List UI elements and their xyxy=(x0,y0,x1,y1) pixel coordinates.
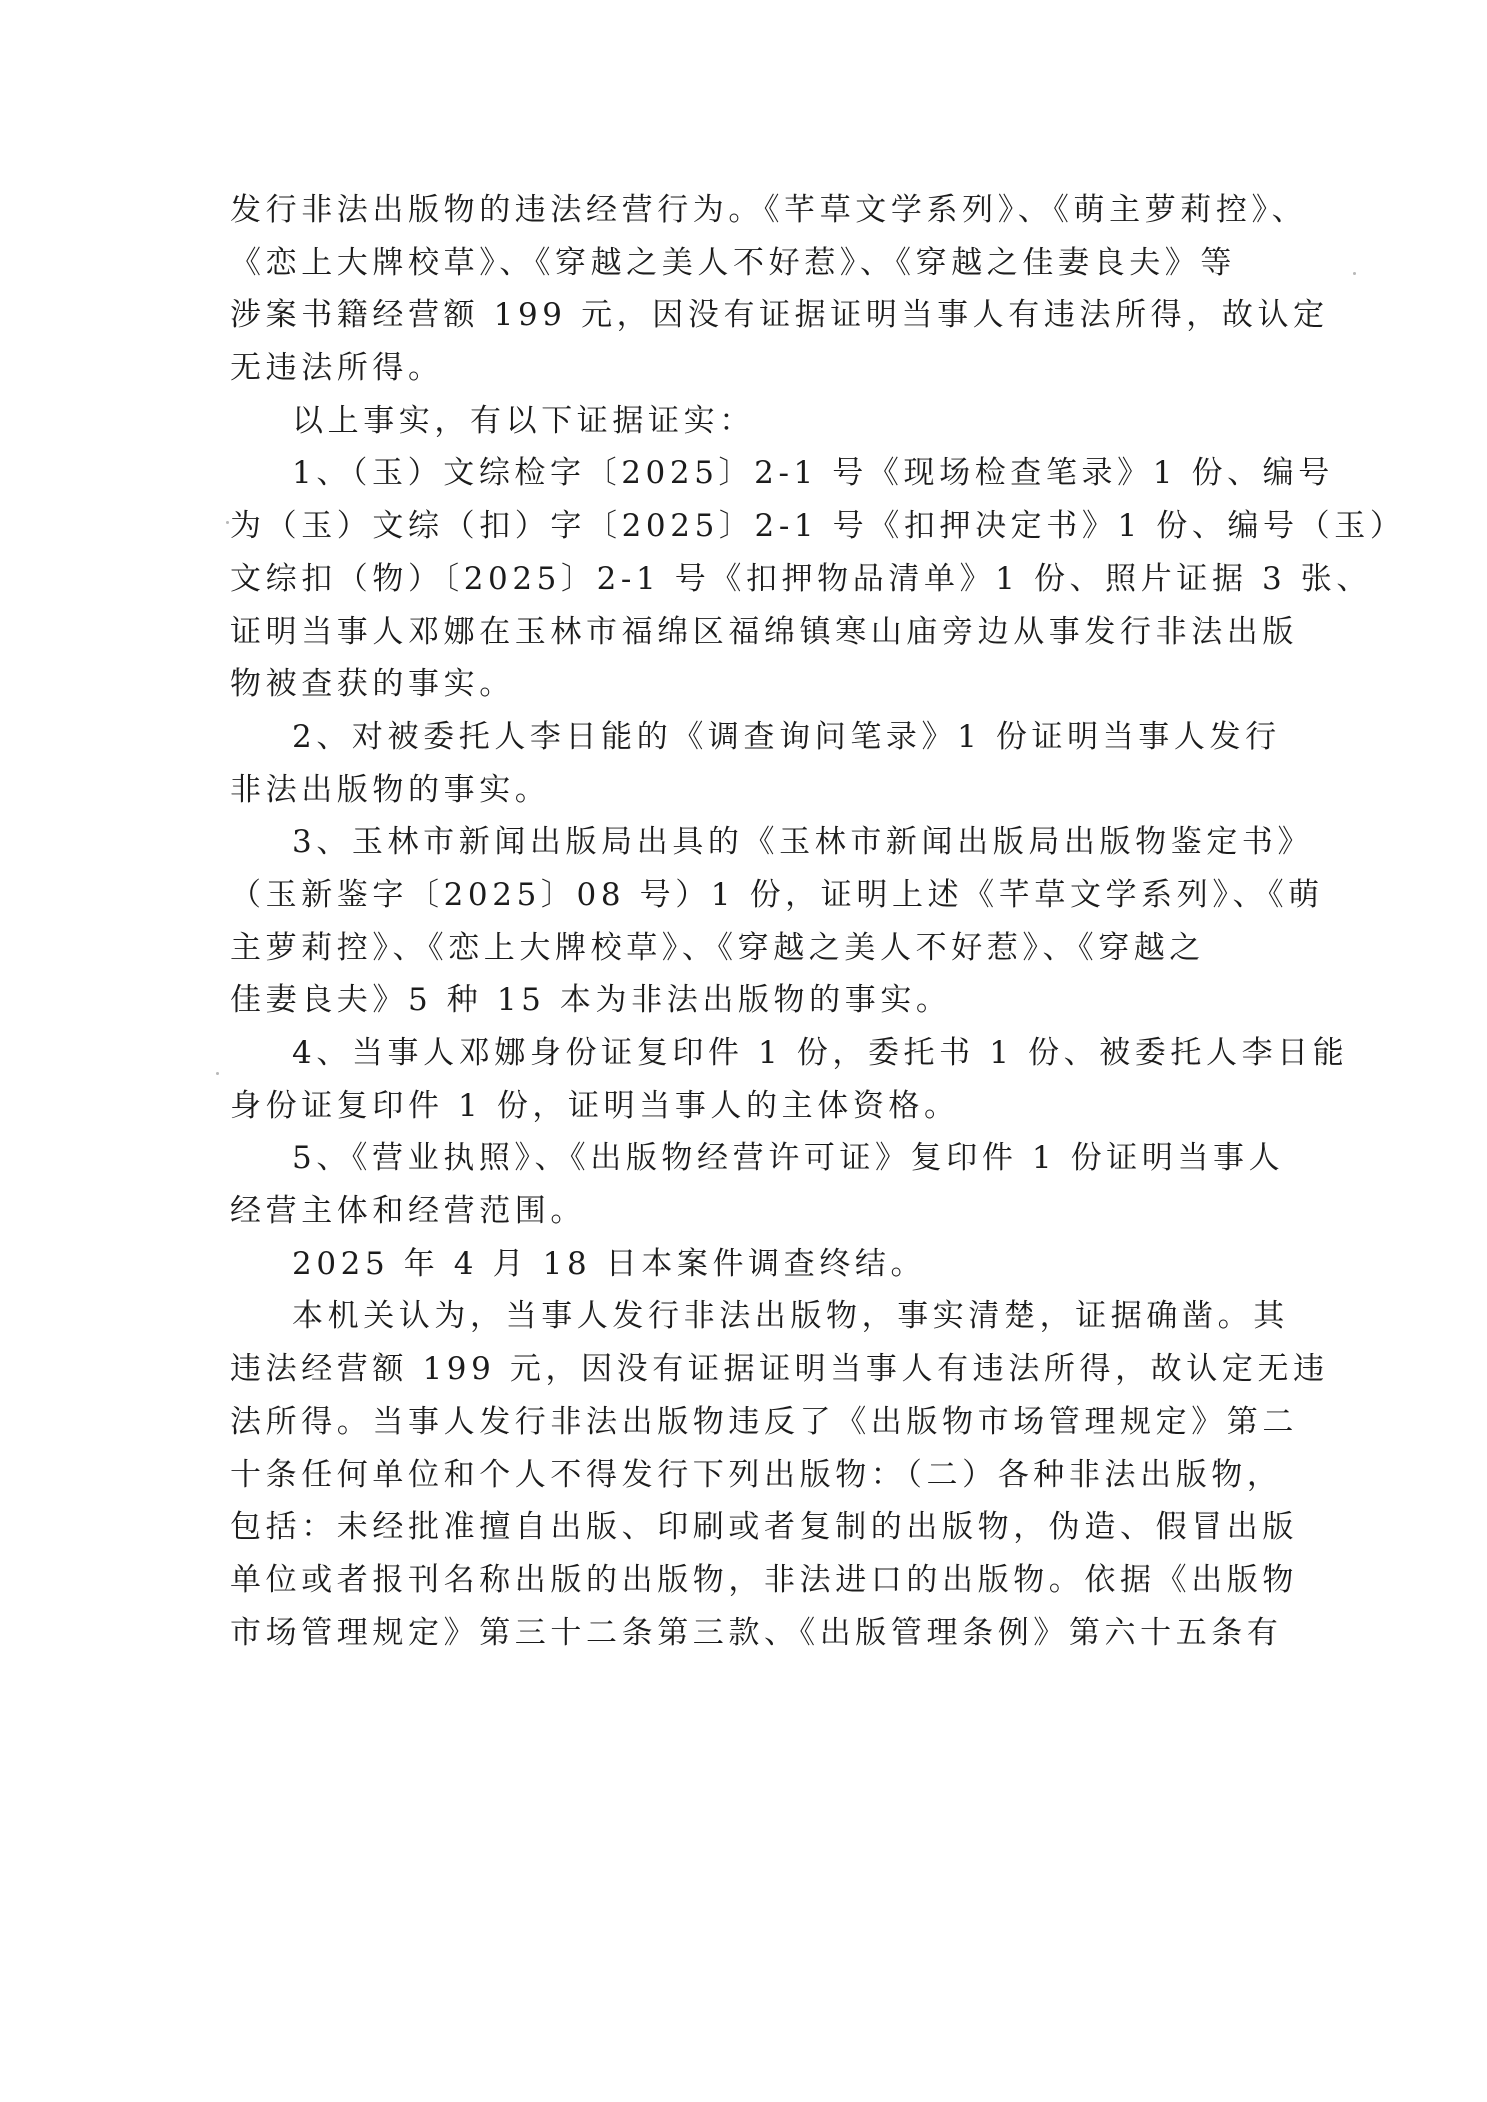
body-line: 物被查获的事实。 xyxy=(230,666,515,703)
scan-speck xyxy=(226,521,229,524)
body-line: 发行非法出版物的违法经营行为。《芊草文学系列》、《萌主萝莉控》、 xyxy=(230,192,1308,228)
evidence-intro: 以上事实，有以下证据证实： xyxy=(292,402,755,439)
evidence-item-3: 3、玉林市新闻出版局出具的《玉林市新闻出版局出版物鉴定书》 xyxy=(292,824,1314,861)
body-line: 单位或者报刊名称出版的出版物，非法进口的出版物。依据《出版物 xyxy=(230,1561,1298,1598)
evidence-item-1: 1、（玉）文综检字〔2025〕2-1 号《现场检查笔录》1 份、编号 xyxy=(292,455,1334,492)
scan-speck xyxy=(216,1072,219,1075)
body-line: 文综扣（物）〔2025〕2-1 号《扣押物品清单》1 份、照片证据 3 张、 xyxy=(230,560,1372,597)
body-line: 佳妻良夫》5 种 15 本为非法出版物的事实。 xyxy=(230,982,952,1019)
body-line: （玉新鉴字〔2025〕08 号）1 份，证明上述《芊草文学系列》、《萌 xyxy=(230,876,1324,913)
body-line: 十条任何单位和个人不得发行下列出版物：（二）各种非法出版物， xyxy=(230,1456,1283,1493)
body-line: 无违法所得。 xyxy=(230,350,444,387)
body-line: 《恋上大牌校草》、《穿越之美人不好惹》、《穿越之佳妻良夫》等 xyxy=(230,244,1236,281)
evidence-item-2: 2、对被委托人李日能的《调查询问笔录》1 份证明当事人发行 xyxy=(292,718,1281,755)
scan-speck xyxy=(1353,272,1356,275)
evidence-item-4: 4、当事人邓娜身份证复印件 1 份，委托书 1 份、被委托人李日能 xyxy=(292,1035,1349,1071)
body-line: 经营主体和经营范围。 xyxy=(230,1193,586,1230)
evidence-item-5: 5、《营业执照》、《出版物经营许可证》复印件 1 份证明当事人 xyxy=(292,1140,1285,1177)
body-line: 市场管理规定》第三十二条第三款、《出版管理条例》第六十五条有 xyxy=(230,1614,1283,1651)
body-line: 为（玉）文综（扣）字〔2025〕2-1 号《扣押决定书》1 份、编号（玉） xyxy=(230,508,1406,545)
body-line: 涉案书籍经营额 199 元，因没有证据证明当事人有违法所得，故认定 xyxy=(230,297,1329,334)
body-line: 违法经营额 199 元，因没有证据证明当事人有违法所得，故认定无违 xyxy=(230,1351,1329,1388)
body-line: 包括：未经批准擅自出版、印刷或者复制的出版物，伪造、假冒出版 xyxy=(230,1509,1298,1546)
body-line: 主萝莉控》、《恋上大牌校草》、《穿越之美人不好惹》、《穿越之 xyxy=(230,929,1205,966)
document-body xyxy=(230,184,1406,1659)
investigation-conclusion: 2025 年 4 月 18 日本案件调查终结。 xyxy=(292,1245,927,1282)
body-line: 身份证复印件 1 份，证明当事人的主体资格。 xyxy=(230,1087,960,1124)
finding-paragraph: 本机关认为，当事人发行非法出版物，事实清楚，证据确凿。其 xyxy=(292,1298,1289,1335)
body-line: 法所得。当事人发行非法出版物违反了《出版物市场管理规定》第二 xyxy=(230,1403,1298,1440)
body-line: 非法出版物的事实。 xyxy=(230,771,551,808)
body-line: 证明当事人邓娜在玉林市福绵区福绵镇寒山庙旁边从事发行非法出版 xyxy=(230,613,1298,650)
